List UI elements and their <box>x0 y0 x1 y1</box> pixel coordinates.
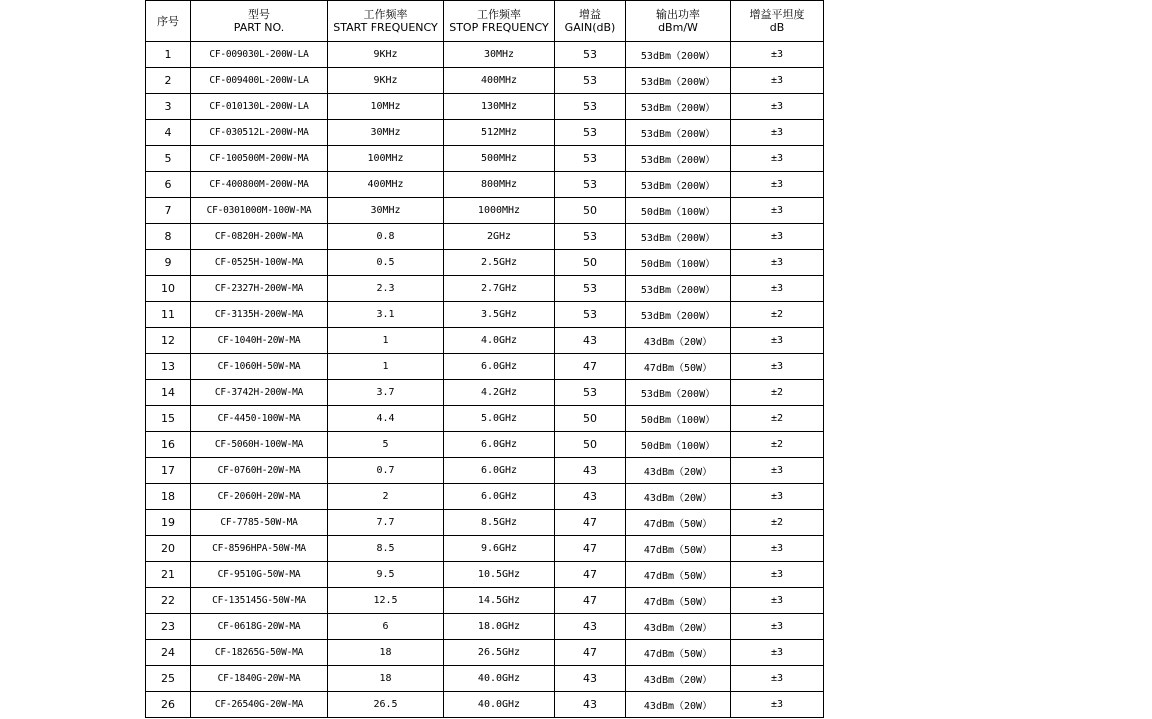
cell-output-power: 47dBm（50W） <box>626 510 731 536</box>
cell-index: 1 <box>146 42 191 68</box>
cell-index: 12 <box>146 328 191 354</box>
cell-part-no: CF-26540G-20W-MA <box>191 692 328 718</box>
cell-part-no: CF-8596HPA-50W-MA <box>191 536 328 562</box>
cell-part-no: CF-010130L-200W-LA <box>191 94 328 120</box>
cell-part-no: CF-135145G-50W-MA <box>191 588 328 614</box>
cell-start-frequency: 30MHz <box>328 198 444 224</box>
cell-output-power: 43dBm（20W） <box>626 692 731 718</box>
cell-stop-frequency: 6.0GHz <box>444 432 555 458</box>
cell-start-frequency: 2.3 <box>328 276 444 302</box>
table-row <box>146 172 824 198</box>
cell-start-frequency: 30MHz <box>328 120 444 146</box>
cell-part-no: CF-0760H-20W-MA <box>191 458 328 484</box>
cell-index: 11 <box>146 302 191 328</box>
cell-part-no: CF-4450-100W-MA <box>191 406 328 432</box>
cell-gain-flatness: ±2 <box>731 380 824 406</box>
header-gain-flatness: 增益平坦度 dB <box>731 1 824 42</box>
table-header-row <box>146 1 824 42</box>
cell-start-frequency: 10MHz <box>328 94 444 120</box>
cell-gain-flatness: ±2 <box>731 432 824 458</box>
cell-gain-flatness: ±3 <box>731 692 824 718</box>
cell-start-frequency: 400MHz <box>328 172 444 198</box>
cell-start-frequency: 1 <box>328 328 444 354</box>
cell-gain: 50 <box>555 432 626 458</box>
table-row <box>146 432 824 458</box>
cell-gain-flatness: ±3 <box>731 198 824 224</box>
cell-gain: 47 <box>555 588 626 614</box>
table-row <box>146 354 824 380</box>
cell-stop-frequency: 30MHz <box>444 42 555 68</box>
cell-stop-frequency: 10.5GHz <box>444 562 555 588</box>
cell-output-power: 50dBm（100W） <box>626 250 731 276</box>
cell-gain-flatness: ±3 <box>731 146 824 172</box>
cell-start-frequency: 100MHz <box>328 146 444 172</box>
cell-start-frequency: 0.5 <box>328 250 444 276</box>
cell-output-power: 53dBm（200W） <box>626 302 731 328</box>
table-row <box>146 224 824 250</box>
cell-start-frequency: 7.7 <box>328 510 444 536</box>
cell-gain: 43 <box>555 458 626 484</box>
cell-index: 20 <box>146 536 191 562</box>
table-row <box>146 406 824 432</box>
cell-output-power: 47dBm（50W） <box>626 536 731 562</box>
cell-index: 26 <box>146 692 191 718</box>
cell-output-power: 53dBm（200W） <box>626 146 731 172</box>
cell-start-frequency: 1 <box>328 354 444 380</box>
cell-gain-flatness: ±3 <box>731 68 824 94</box>
cell-index: 3 <box>146 94 191 120</box>
cell-stop-frequency: 3.5GHz <box>444 302 555 328</box>
cell-index: 6 <box>146 172 191 198</box>
cell-gain-flatness: ±3 <box>731 328 824 354</box>
cell-gain: 53 <box>555 172 626 198</box>
cell-output-power: 43dBm（20W） <box>626 666 731 692</box>
cell-stop-frequency: 2.5GHz <box>444 250 555 276</box>
cell-gain: 53 <box>555 224 626 250</box>
cell-output-power: 43dBm（20W） <box>626 484 731 510</box>
cell-index: 19 <box>146 510 191 536</box>
cell-index: 16 <box>146 432 191 458</box>
cell-start-frequency: 9KHz <box>328 42 444 68</box>
cell-stop-frequency: 2GHz <box>444 224 555 250</box>
cell-start-frequency: 3.1 <box>328 302 444 328</box>
cell-gain: 47 <box>555 640 626 666</box>
table-row <box>146 666 824 692</box>
cell-gain-flatness: ±3 <box>731 640 824 666</box>
table-row <box>146 68 824 94</box>
table-row <box>146 484 824 510</box>
cell-gain: 53 <box>555 276 626 302</box>
cell-output-power: 53dBm（200W） <box>626 120 731 146</box>
table-body <box>146 42 824 718</box>
cell-output-power: 53dBm（200W） <box>626 68 731 94</box>
cell-part-no: CF-2327H-200W-MA <box>191 276 328 302</box>
cell-gain: 50 <box>555 198 626 224</box>
cell-part-no: CF-009030L-200W-LA <box>191 42 328 68</box>
table-row <box>146 198 824 224</box>
cell-gain-flatness: ±3 <box>731 614 824 640</box>
cell-gain-flatness: ±3 <box>731 484 824 510</box>
cell-index: 22 <box>146 588 191 614</box>
cell-output-power: 47dBm（50W） <box>626 354 731 380</box>
cell-part-no: CF-9510G-50W-MA <box>191 562 328 588</box>
cell-gain: 53 <box>555 120 626 146</box>
cell-output-power: 50dBm（100W） <box>626 432 731 458</box>
header-stop-frequency: 工作频率 STOP FREQUENCY <box>444 1 555 42</box>
cell-stop-frequency: 6.0GHz <box>444 354 555 380</box>
amplifier-spec-table <box>145 0 824 718</box>
cell-index: 7 <box>146 198 191 224</box>
cell-output-power: 53dBm（200W） <box>626 94 731 120</box>
cell-part-no: CF-3135H-200W-MA <box>191 302 328 328</box>
header-part-no: 型号 PART NO. <box>191 1 328 42</box>
table-row <box>146 562 824 588</box>
cell-part-no: CF-7785-50W-MA <box>191 510 328 536</box>
cell-stop-frequency: 1000MHz <box>444 198 555 224</box>
cell-stop-frequency: 26.5GHz <box>444 640 555 666</box>
cell-index: 21 <box>146 562 191 588</box>
cell-start-frequency: 9KHz <box>328 68 444 94</box>
table-row <box>146 42 824 68</box>
cell-start-frequency: 8.5 <box>328 536 444 562</box>
table-row <box>146 510 824 536</box>
cell-gain: 53 <box>555 94 626 120</box>
cell-index: 17 <box>146 458 191 484</box>
cell-start-frequency: 4.4 <box>328 406 444 432</box>
table-row <box>146 328 824 354</box>
cell-start-frequency: 9.5 <box>328 562 444 588</box>
cell-part-no: CF-2060H-20W-MA <box>191 484 328 510</box>
cell-output-power: 53dBm（200W） <box>626 276 731 302</box>
cell-start-frequency: 0.8 <box>328 224 444 250</box>
cell-part-no: CF-3742H-200W-MA <box>191 380 328 406</box>
cell-part-no: CF-0820H-200W-MA <box>191 224 328 250</box>
table-row <box>146 146 824 172</box>
cell-stop-frequency: 6.0GHz <box>444 484 555 510</box>
cell-part-no: CF-1040H-20W-MA <box>191 328 328 354</box>
cell-gain-flatness: ±3 <box>731 276 824 302</box>
cell-index: 18 <box>146 484 191 510</box>
cell-stop-frequency: 400MHz <box>444 68 555 94</box>
cell-part-no: CF-009400L-200W-LA <box>191 68 328 94</box>
cell-stop-frequency: 14.5GHz <box>444 588 555 614</box>
header-output-power: 输出功率 dBm/W <box>626 1 731 42</box>
cell-stop-frequency: 8.5GHz <box>444 510 555 536</box>
cell-gain: 43 <box>555 614 626 640</box>
cell-output-power: 53dBm（200W） <box>626 380 731 406</box>
cell-gain-flatness: ±3 <box>731 94 824 120</box>
cell-gain: 47 <box>555 562 626 588</box>
cell-part-no: CF-400800M-200W-MA <box>191 172 328 198</box>
cell-gain-flatness: ±3 <box>731 562 824 588</box>
cell-gain-flatness: ±2 <box>731 406 824 432</box>
cell-start-frequency: 6 <box>328 614 444 640</box>
cell-start-frequency: 2 <box>328 484 444 510</box>
cell-stop-frequency: 500MHz <box>444 146 555 172</box>
header-start-frequency: 工作频率 START FREQUENCY <box>328 1 444 42</box>
cell-gain-flatness: ±2 <box>731 510 824 536</box>
cell-start-frequency: 12.5 <box>328 588 444 614</box>
cell-output-power: 47dBm（50W） <box>626 588 731 614</box>
cell-gain: 53 <box>555 302 626 328</box>
cell-part-no: CF-0301000M-100W-MA <box>191 198 328 224</box>
cell-gain-flatness: ±3 <box>731 666 824 692</box>
cell-stop-frequency: 6.0GHz <box>444 458 555 484</box>
cell-gain-flatness: ±3 <box>731 120 824 146</box>
cell-start-frequency: 5 <box>328 432 444 458</box>
cell-output-power: 47dBm（50W） <box>626 562 731 588</box>
cell-part-no: CF-0618G-20W-MA <box>191 614 328 640</box>
table-row <box>146 250 824 276</box>
cell-gain: 50 <box>555 406 626 432</box>
cell-output-power: 50dBm（100W） <box>626 406 731 432</box>
cell-stop-frequency: 4.0GHz <box>444 328 555 354</box>
cell-gain-flatness: ±3 <box>731 458 824 484</box>
cell-stop-frequency: 18.0GHz <box>444 614 555 640</box>
table-row <box>146 94 824 120</box>
cell-gain: 53 <box>555 42 626 68</box>
table-row <box>146 276 824 302</box>
cell-part-no: CF-18265G-50W-MA <box>191 640 328 666</box>
cell-gain: 43 <box>555 328 626 354</box>
cell-output-power: 53dBm（200W） <box>626 224 731 250</box>
cell-gain: 43 <box>555 484 626 510</box>
cell-index: 14 <box>146 380 191 406</box>
table-row <box>146 120 824 146</box>
cell-gain: 47 <box>555 536 626 562</box>
cell-index: 8 <box>146 224 191 250</box>
cell-gain-flatness: ±3 <box>731 354 824 380</box>
cell-index: 13 <box>146 354 191 380</box>
cell-part-no: CF-0525H-100W-MA <box>191 250 328 276</box>
cell-part-no: CF-030512L-200W-MA <box>191 120 328 146</box>
table-row <box>146 536 824 562</box>
cell-part-no: CF-1840G-20W-MA <box>191 666 328 692</box>
cell-start-frequency: 0.7 <box>328 458 444 484</box>
table-row <box>146 380 824 406</box>
cell-gain-flatness: ±2 <box>731 302 824 328</box>
cell-start-frequency: 18 <box>328 640 444 666</box>
cell-stop-frequency: 40.0GHz <box>444 692 555 718</box>
cell-gain: 50 <box>555 250 626 276</box>
cell-output-power: 50dBm（100W） <box>626 198 731 224</box>
cell-output-power: 53dBm（200W） <box>626 172 731 198</box>
cell-part-no: CF-5060H-100W-MA <box>191 432 328 458</box>
cell-output-power: 43dBm（20W） <box>626 614 731 640</box>
cell-output-power: 47dBm（50W） <box>626 640 731 666</box>
cell-gain-flatness: ±3 <box>731 224 824 250</box>
table-row <box>146 614 824 640</box>
cell-index: 4 <box>146 120 191 146</box>
header-index: 序号 <box>146 1 191 42</box>
cell-index: 15 <box>146 406 191 432</box>
cell-output-power: 43dBm（20W） <box>626 458 731 484</box>
cell-stop-frequency: 40.0GHz <box>444 666 555 692</box>
table-row <box>146 458 824 484</box>
cell-part-no: CF-1060H-50W-MA <box>191 354 328 380</box>
cell-gain: 47 <box>555 510 626 536</box>
cell-start-frequency: 3.7 <box>328 380 444 406</box>
cell-part-no: CF-100500M-200W-MA <box>191 146 328 172</box>
cell-index: 10 <box>146 276 191 302</box>
cell-gain: 43 <box>555 666 626 692</box>
table-row <box>146 640 824 666</box>
cell-gain-flatness: ±3 <box>731 250 824 276</box>
cell-output-power: 43dBm（20W） <box>626 328 731 354</box>
cell-stop-frequency: 512MHz <box>444 120 555 146</box>
cell-index: 24 <box>146 640 191 666</box>
cell-stop-frequency: 9.6GHz <box>444 536 555 562</box>
cell-index: 9 <box>146 250 191 276</box>
cell-gain: 43 <box>555 692 626 718</box>
cell-stop-frequency: 800MHz <box>444 172 555 198</box>
cell-gain: 53 <box>555 146 626 172</box>
table-row <box>146 692 824 718</box>
cell-gain-flatness: ±3 <box>731 42 824 68</box>
cell-start-frequency: 26.5 <box>328 692 444 718</box>
cell-gain: 47 <box>555 354 626 380</box>
cell-gain-flatness: ±3 <box>731 536 824 562</box>
cell-gain: 53 <box>555 380 626 406</box>
cell-stop-frequency: 130MHz <box>444 94 555 120</box>
cell-index: 5 <box>146 146 191 172</box>
table-row <box>146 588 824 614</box>
cell-stop-frequency: 5.0GHz <box>444 406 555 432</box>
cell-gain-flatness: ±3 <box>731 588 824 614</box>
cell-stop-frequency: 4.2GHz <box>444 380 555 406</box>
cell-output-power: 53dBm（200W） <box>626 42 731 68</box>
header-gain: 增益 GAIN(dB) <box>555 1 626 42</box>
cell-index: 25 <box>146 666 191 692</box>
cell-stop-frequency: 2.7GHz <box>444 276 555 302</box>
cell-gain-flatness: ±3 <box>731 172 824 198</box>
cell-start-frequency: 18 <box>328 666 444 692</box>
cell-gain: 53 <box>555 68 626 94</box>
cell-index: 23 <box>146 614 191 640</box>
table-row <box>146 302 824 328</box>
cell-index: 2 <box>146 68 191 94</box>
